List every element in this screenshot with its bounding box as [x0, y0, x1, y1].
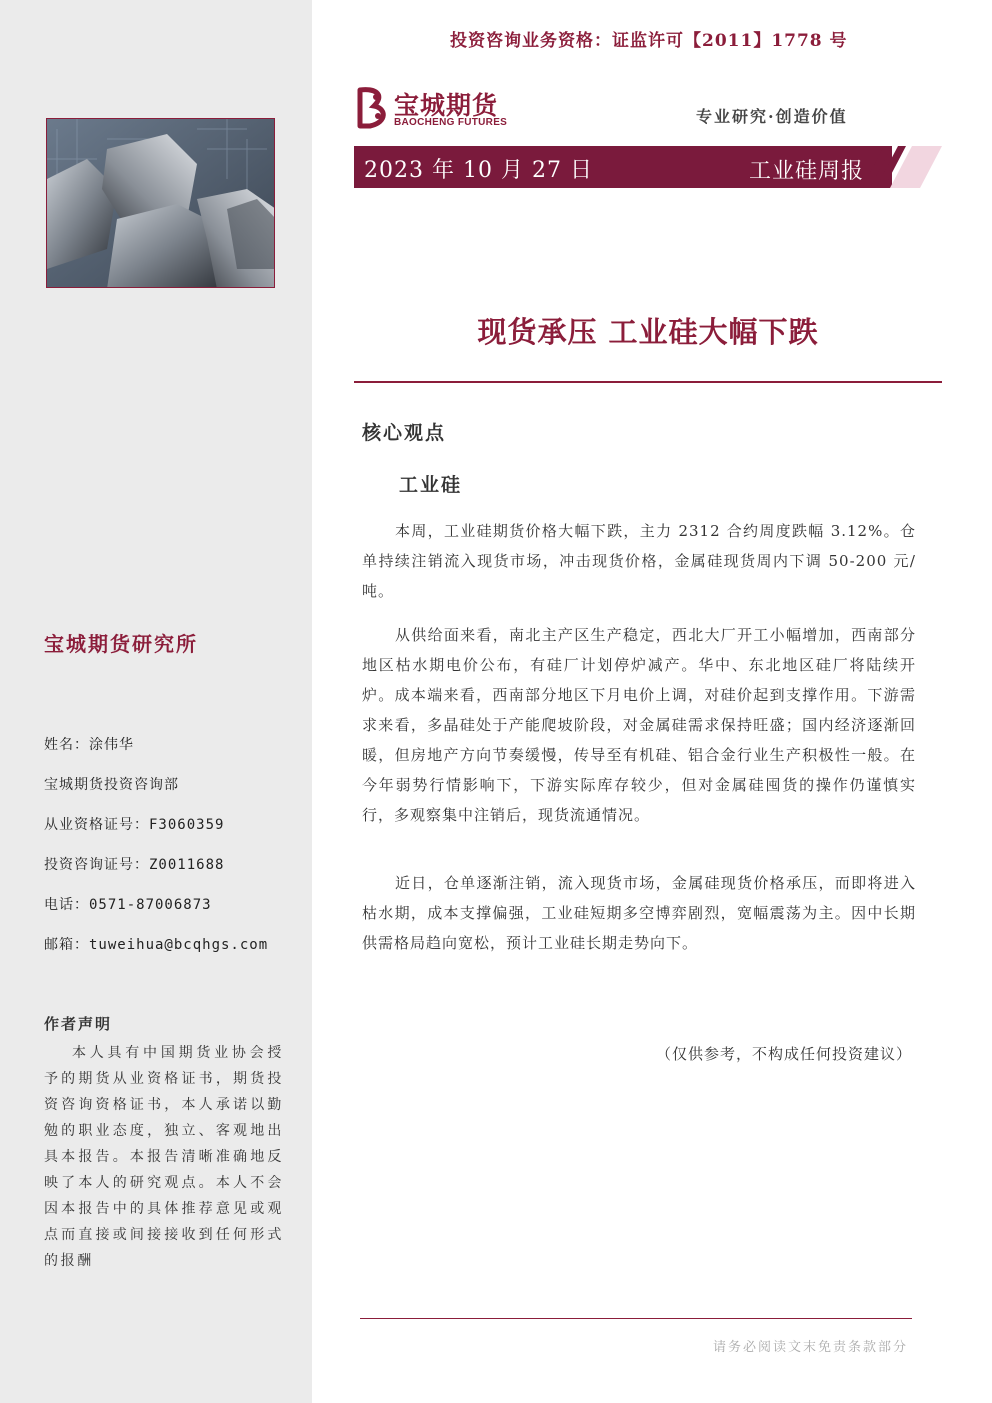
footer-divider — [360, 1318, 912, 1319]
report-type: 工业硅周报 — [748, 159, 864, 184]
logo-chinese-name: 宝城期货 — [394, 91, 499, 120]
headline-divider — [354, 381, 942, 383]
contact-email[interactable]: 邮箱：tuweihua@bcqhgs.com — [44, 937, 269, 953]
disclaimer-note: （仅供参考，不构成任何投资建议） — [655, 1045, 912, 1063]
license-text: 投资咨询业务资格：证监许可【2011】1778 号 — [450, 31, 848, 51]
paragraph-1: 本周，工业硅期货价格大幅下跌，主力 2312 合约周度跌幅 3.12%。仓单持续注销流入现货市场，冲击现货价格，金属硅现货周内下调 50-200 元/吨。 — [362, 522, 916, 600]
declaration-title: 作者声明 — [44, 1015, 113, 1033]
contact-advisory-no: 投资咨询证号：Z0011688 — [44, 857, 225, 873]
contact-name: 姓名：涂伟华 — [44, 737, 134, 753]
paragraph-3: 近日，仓单逐渐注销，流入现货市场，金属硅现货价格承压，而即将进入枯水期，成本支撑偏强，工业硅短期多空博弈剧烈，宽幅震荡为主。因中长期供需格局趋向宽松，预计工业硅长期走势向下。 — [362, 874, 916, 952]
company-logo — [356, 86, 526, 134]
declaration-body: 本人具有中国期货业协会授予的期货从业资格证书，期货投资咨询资格证书，本人承诺以勤勉的职业态度，独立、客观地出具本报告。本报告清晰准确地反映了本人的研究观点。本人不会因本报告中的具体推荐意见或观点而直接或间接接收到任何形式的报酬 — [44, 1045, 284, 1269]
contact-phone: 电话：0571-87006873 — [44, 897, 212, 913]
logo-english-name: BAOCHENG FUTURES — [394, 117, 508, 128]
section-title: 核心观点 — [362, 422, 447, 444]
paragraph-2: 从供给面来看，南北主产区生产稳定，西北大厂开工小幅增加，西南部分地区枯水期电价公布，有硅厂计划停炉减产。华中、东北地区硅厂将陆续开炉。成本端来看，西南部分地区下月电价上调，对硅价起到支撑作用。下游需求来看，多晶硅处于产能爬坡阶段，对金属硅需求保持旺盛；国内经济逐渐回暖，但房地产方向节奏缓慢，传导至有机硅、铝合金行业生产积极性一般。在今年弱势行情影响下，下游实际库存较少，但对金属硅囤货的操作仍谨慎实行，多观察集中注销后，现货流通情况。 — [362, 626, 916, 824]
logo-mark-icon — [356, 86, 390, 130]
cover-image-silicon-ore — [46, 118, 275, 288]
report-headline: 现货承压 工业硅大幅下跌 — [477, 315, 819, 349]
slogan: 专业研究·创造价值 — [696, 107, 848, 126]
banner-stripes-decoration — [862, 146, 942, 188]
report-date: 2023 年 10 月 27 日 — [364, 158, 593, 183]
contact-department: 宝城期货投资咨询部 — [44, 777, 179, 793]
contact-qualification-no: 从业资格证号：F3060359 — [44, 817, 225, 833]
footer-text: 请务必阅读文末免责条款部分 — [712, 1340, 908, 1355]
date-banner — [354, 146, 892, 188]
subsection-title: 工业硅 — [399, 474, 463, 496]
institute-name: 宝城期货研究所 — [44, 632, 198, 656]
